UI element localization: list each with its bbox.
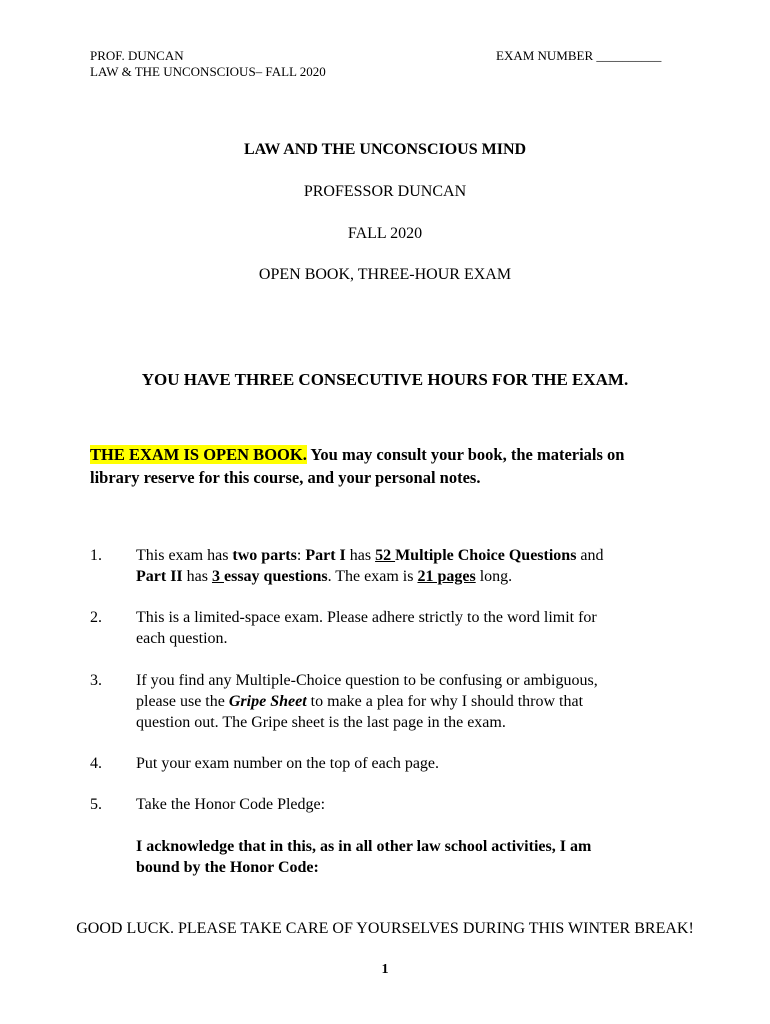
- instruction-number: 2.: [90, 609, 102, 626]
- header-course-term: LAW & THE UNCONSCIOUS– FALL 2020: [90, 64, 326, 79]
- title-term: FALL 2020: [347, 225, 423, 242]
- title-format: OPEN BOOK, THREE-HOUR EXAM: [258, 266, 512, 283]
- text-run: and: [576, 547, 604, 564]
- open-book-highlight: THE EXAM IS OPEN BOOK.: [90, 445, 307, 464]
- open-book-line1-rest: You may consult your book, the materials on: [306, 445, 625, 464]
- instruction-text: Take the Honor Code Pledge:: [136, 796, 326, 813]
- text-run: question out. The Gripe sheet is the last page in the exam.: [136, 714, 506, 731]
- instruction-number: 5.: [90, 796, 102, 813]
- instruction-number: 3.: [90, 672, 102, 689]
- instruction-number: 1.: [90, 547, 102, 564]
- text-run: :: [296, 547, 306, 564]
- text-run: please use the: [136, 693, 229, 710]
- gripe-sheet-term: Gripe Sheet: [228, 693, 307, 710]
- text-bold: two parts: [232, 547, 297, 564]
- page-number: 1: [381, 962, 389, 977]
- text-run: long.: [475, 568, 513, 585]
- honor-pledge: [136, 836, 696, 878]
- pledge-line: I acknowledge that in this, as in all other law school activities, I am: [136, 838, 592, 855]
- text-run: to make a plea for why I should throw that: [306, 693, 584, 710]
- text-bold: Part I: [305, 547, 346, 564]
- instruction-number: 4.: [90, 755, 102, 772]
- instruction-text: [136, 670, 696, 733]
- page-count: 21 pages: [417, 568, 476, 585]
- closing-message: GOOD LUCK. PLEASE TAKE CARE OF YOURSELVES DURING THIS WINTER BREAK!: [76, 920, 694, 937]
- text-run: This exam has: [136, 547, 233, 564]
- text-run: This is a limited-space exam. Please adhere strictly to the word limit for: [136, 609, 597, 626]
- header-professor: PROF. DUNCAN: [90, 48, 184, 63]
- text-run: each question.: [136, 630, 228, 647]
- open-book-line2: library reserve for this course, and your personal notes.: [90, 468, 481, 487]
- text-bold: essay questions: [223, 568, 328, 585]
- instruction-text: [136, 545, 696, 587]
- text-bold: Part II: [136, 568, 183, 585]
- instruction-text: Put your exam number on the top of each page.: [136, 755, 440, 772]
- instruction-text: [136, 607, 696, 649]
- text-run: If you find any Multiple-Choice question to be confusing or ambiguous,: [136, 672, 598, 689]
- text-run: has: [345, 547, 376, 564]
- text-run: has: [182, 568, 212, 585]
- pledge-line: bound by the Honor Code:: [136, 859, 319, 876]
- open-book-paragraph: [90, 443, 690, 489]
- header-exam-number: EXAM NUMBER __________: [496, 48, 662, 63]
- title-professor: PROFESSOR DUNCAN: [303, 183, 467, 200]
- mc-count: 52: [375, 547, 396, 564]
- hours-notice: YOU HAVE THREE CONSECUTIVE HOURS FOR THE EXAM.: [141, 370, 629, 389]
- exam-title: LAW AND THE UNCONSCIOUS MIND: [243, 141, 527, 158]
- essay-count: 3: [211, 568, 224, 585]
- text-bold: Multiple Choice Questions: [395, 547, 577, 564]
- text-run: . The exam is: [327, 568, 418, 585]
